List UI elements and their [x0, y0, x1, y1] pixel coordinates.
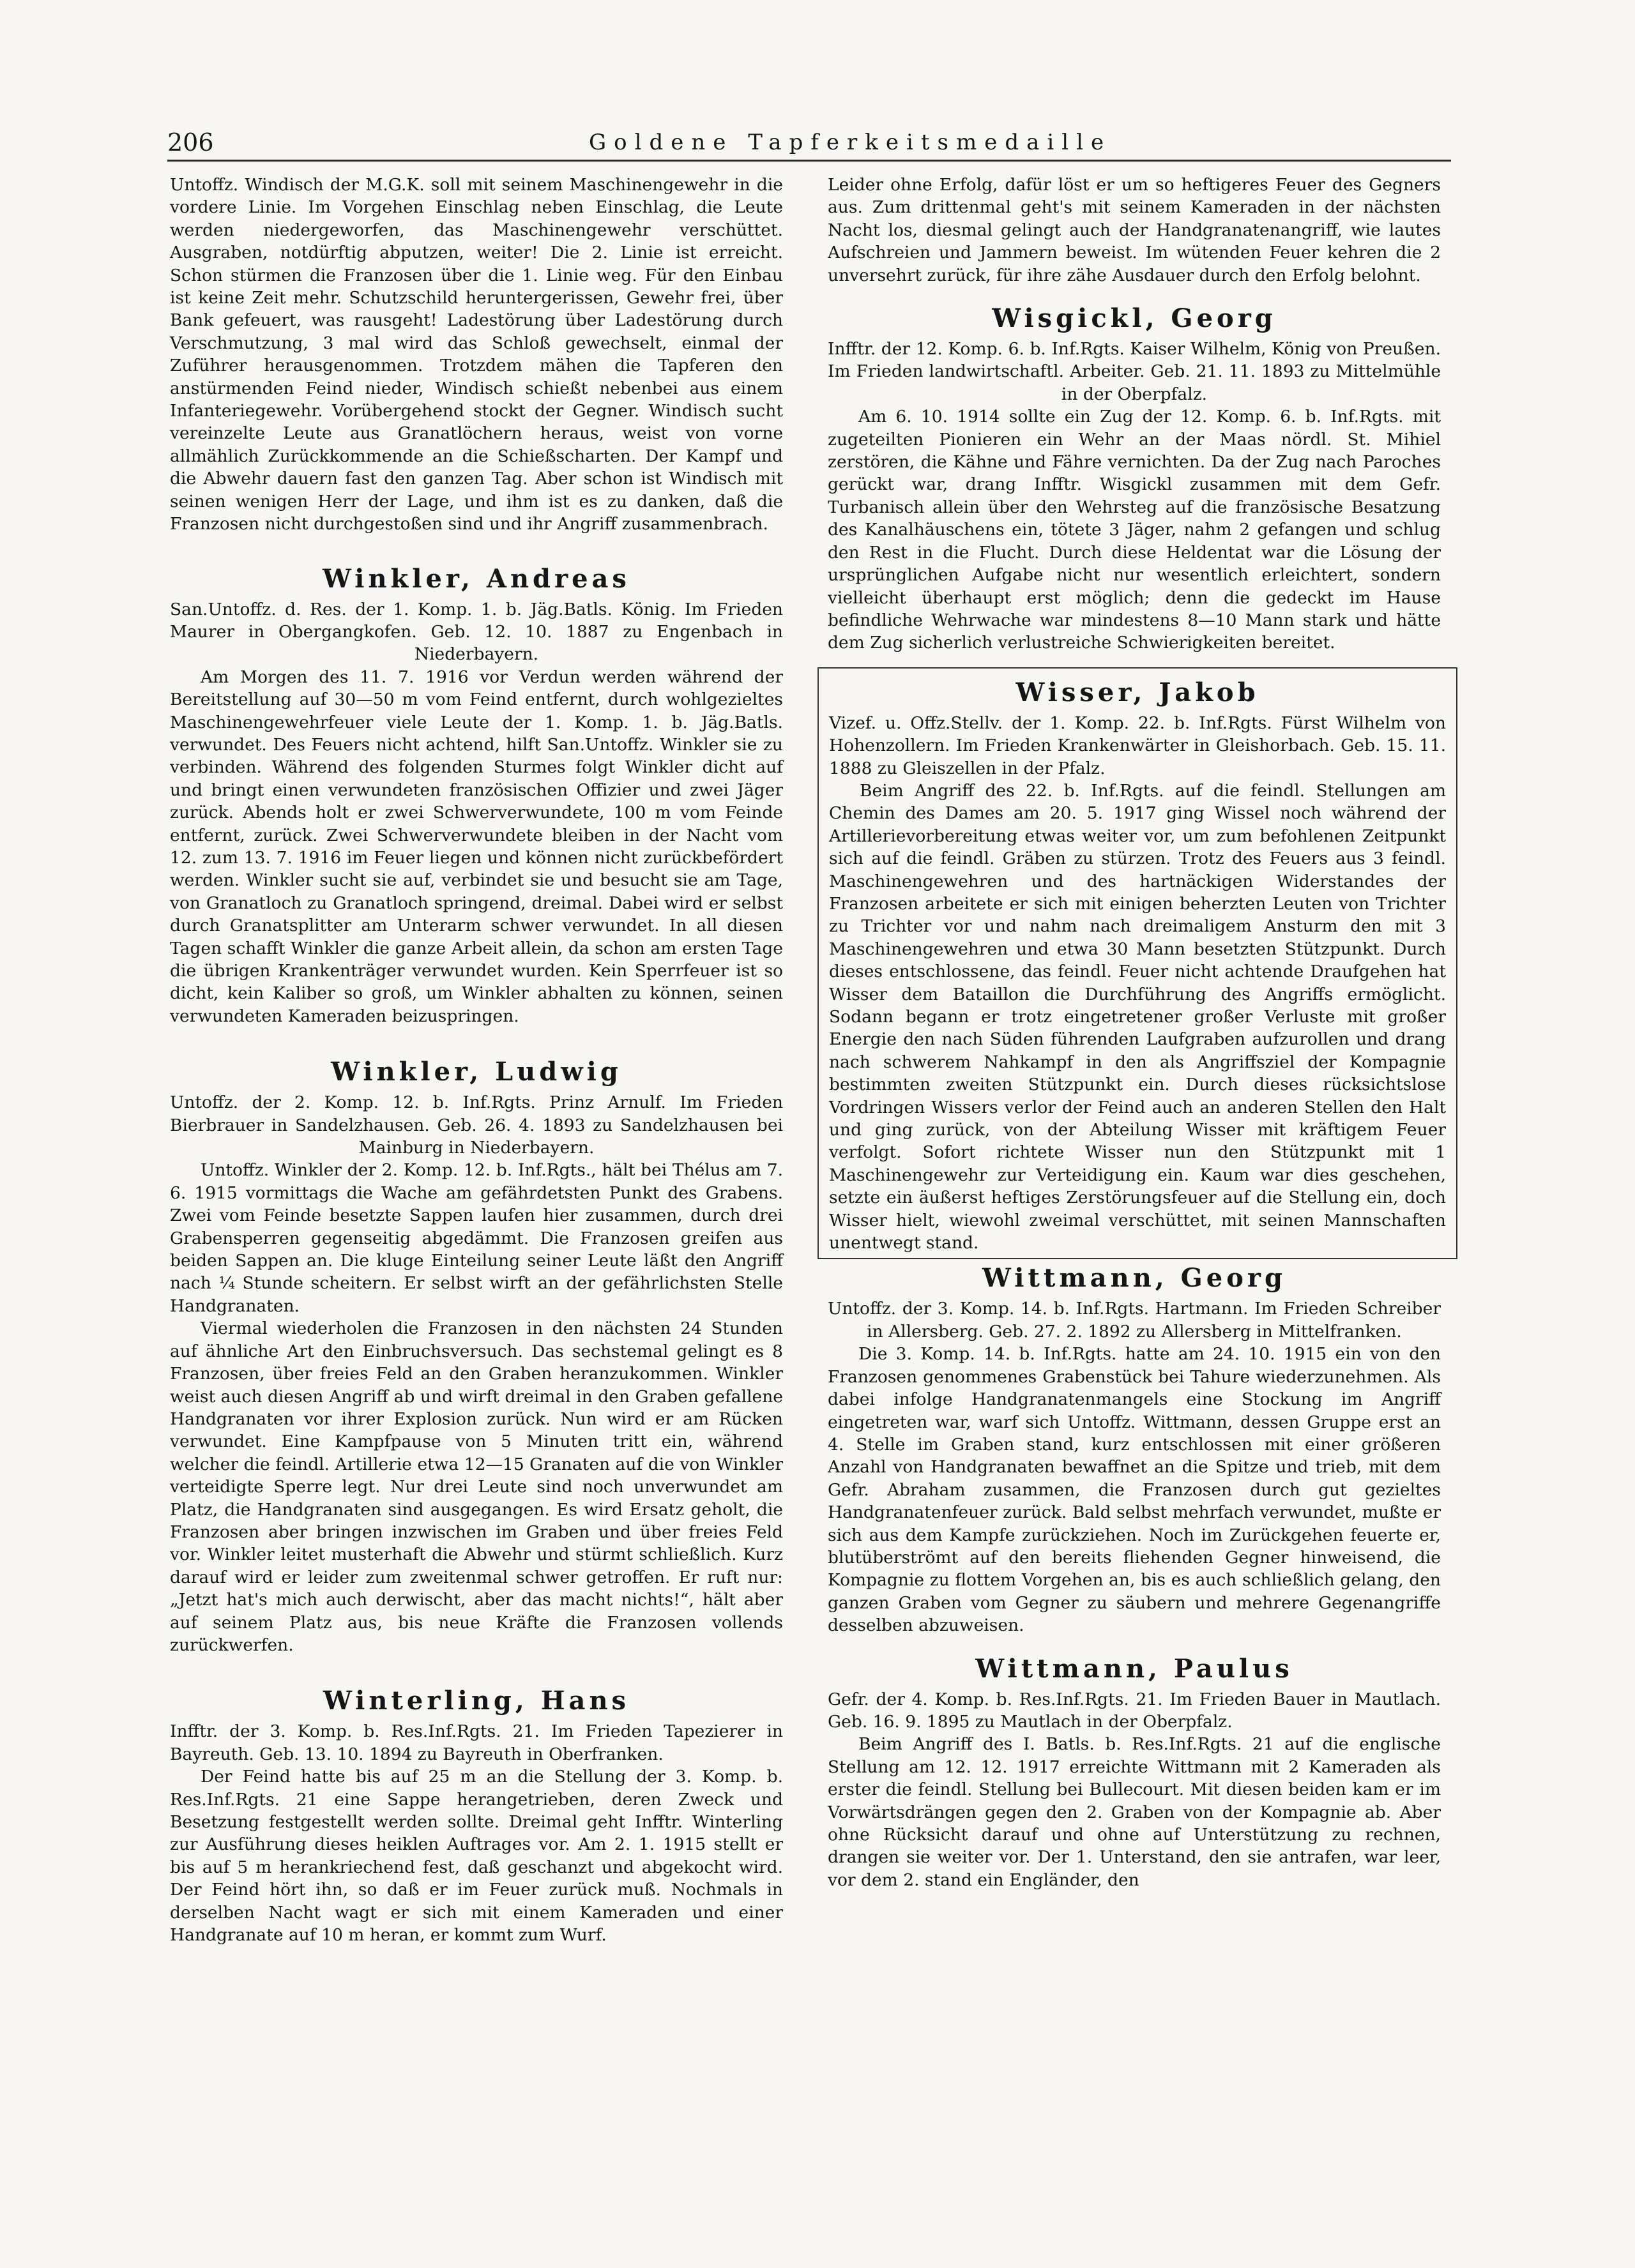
- entry-title-winterling-hans: Winterling, Hans: [323, 1686, 630, 1716]
- page-header: [167, 125, 1470, 160]
- spacer: [170, 536, 783, 560]
- spacer: [170, 1656, 783, 1682]
- entry-title-wisser-jakob: Wisser, Jakob: [1015, 677, 1259, 707]
- entry-intro-winterling-hans: Infftr. der 3. Komp. b. Res.Inf.Rgts. 21. Im Frieden Tapezierer in Bayreuth. Geb. 13. 10. 1894 zu Bayreuth in Oberfranken.: [170, 1721, 783, 1764]
- entry-text-winterling-hans: Der Feind hatte bis auf 25 m an die Stellung der 3. Komp. b. Res.Inf.Rgts. 21 eine Sappe herangetrieben, deren Zweck und Besetzung festgestellt werden sollte. Dreimal geht Infftr. Winterling zur Ausführung dieses heiklen Auftrages vor. Am 2. 1. 1915 stellt er bis auf 5 m herankriechend fest, daß geschanzt und abgekocht wird. Der Feind hört ihn, so daß er im Feuer zurück muß. Nochmals in derselben Nacht wagt er sich mit einem Kameraden und einer Handgranate auf 10 m heran, er kommt zum Wurf.: [170, 1767, 783, 1946]
- entry-title-wittmann-paulus: Wittmann, Paulus: [975, 1653, 1293, 1684]
- entry-text-wittmann-paulus: Beim Angriff des I. Batls. b. Res.Inf.Rgts. 21 auf die englische Stellung am 12. 12. 1917 erreichte Wittmann mit 2 Kameraden als erster die feindl. Stellung bei Bullecourt. Mit diesen beiden kam er im Vorwärtsdrängen gegen den 2. Graben von der Kompagnie ab. Aber ohne Rücksicht darauf und ohne auf Unterstützung zu rechnen, drangen sie weiter vor. Der 1. Unterstand, den sie antrafen, war leer, vor dem 2. stand ein Engländer, den: [828, 1734, 1441, 1890]
- entry-text-wisgickl-georg: Am 6. 10. 1914 sollte ein Zug der 12. Komp. 6. b. Inf.Rgts. mit zugeteilten Pionieren ein Wehr an der Maas nördl. St. Mihiel zerstören, die Kähne und Fähre vernichten. Da der Zug nach Paroches gerückt war, drang Infftr. Wisgickl zusammen mit dem Gefr. Turbanisch allein über den Wehrsteg auf die französische Besatzung des Kanalhäuschens ein, tötete 3 Jäger, nahm 2 gefangen und schlug den Rest in die Flucht. Durch diese Heldentat war die Lösung der ursprünglichen Aufgabe nicht nur wesentlich erleichtert, sondern vielleicht überhaupt erst möglich; denn die gedeckt im Hause befindliche Wehrwache war mindestens 8—10 Mann stark und hätte dem Zug sicherlich verlustreiche Schwierigkeiten bereitet.: [828, 407, 1441, 653]
- entry-title-wittmann-georg: Wittmann, Georg: [982, 1263, 1286, 1294]
- entry-title-winkler-ludwig: Winkler, Ludwig: [331, 1057, 622, 1087]
- entry-text-winkler-andreas: Am Morgen des 11. 7. 1916 vor Verdun werden während der Bereitstellung auf 30—50 m vom Feind entfernt, durch wohlgezieltes Maschinengewehrfeuer viele Leute der 1. Komp. 1. b. Jäg.Batls. verwundet. Des Feuers nicht achtend, hilft San.Untoffz. Winkler sie zu verbinden. Während des folgenden Sturmes folgt Winkler dicht auf und bringt einen verwundeten französischen Offizier und zwei Jäger zurück. Abends holt er zwei Schwerverwundete, 100 m vom Feinde entfernt, zurück. Zwei Schwerverwundete bleiben in der Nacht vom 12. zum 13. 7. 1916 im Feuer liegen und können nicht zurückbefördert werden. Winkler sucht sie auf, verbindet sie und besucht sie am Tage, von Granatloch zu Granatloch springend, dreimal. Dabei wird er selbst durch Granatsplitter am Unterarm schwer verwundet. In all diesen Tagen schafft Winkler die ganze Arbeit allein, da schon am ersten Tage die übrigen Krankenträger verwundet wurden. Kein Sperrfeuer ist so dicht, kein Kaliber so groß, um Winkler abhalten zu können, seinen verwundeten Kameraden beizuspringen.: [170, 667, 783, 1026]
- entry-title-wisgickl-georg: Wisgickl, Georg: [992, 303, 1277, 334]
- continuation-text-right: Leider ohne Erfolg, dafür löst er um so heftigeres Feuer des Gegners aus. Zum drittenmal geht's mit seinem Kameraden in der nächsten Nacht los, diesmal gelingt auch der Handgranatenangriff, wie lautes Aufschreien und Jammern beweist. Im wütenden Feuer kehren die 2 unversehrt zurück, für ihre zähe Ausdauer durch den Erfolg belohnt.: [828, 175, 1441, 285]
- spacer: [828, 654, 1441, 667]
- right-column: [828, 174, 1446, 1891]
- entry-intro-wisser-jakob: Vizef. u. Offz.Stellv. der 1. Komp. 22. b. Inf.Rgts. Fürst Wilhelm von Hohenzollern. Im Frieden Krankenwärter in Gleishorbach. Geb. 15. 11. 1888 zu Gleiszellen in der Pfalz.: [829, 713, 1446, 778]
- entry-text-wittmann-georg: Die 3. Komp. 14. b. Inf.Rgts. hatte am 24. 10. 1915 ein von den Franzosen genommenes Grabenstück bei Tahure wiederzunehmen. Als dabei infolge Handgranatenmangels eine Stockung im Angriff eingetreten war, warf sich Untoffz. Wittmann, dessen Gruppe erst an 4. Stelle im Graben stand, kurz entschlossen mit einer größeren Anzahl von Handgranaten bewaffnet an die Spitze und trieb, mit dem Gefr. Abraham zusammen, die Franzosen durch gut gezieltes Handgranatenfeuer zurück. Bald selbst mehrfach verwundet, mußte er sich aus dem Kampfe zurückziehen. Noch im Zurückgehen feuerte er, blutüberströmt auf den bereits fliehenden Gegner hinweisend, die Kompagnie zu flottem Vorgehen an, bis es auch schließlich gelang, den ganzen Graben vom Gegner zu säubern und mehrere Gegenangriffe desselben abzuweisen.: [828, 1344, 1441, 1636]
- entry-intro-wittmann-paulus: Gefr. der 4. Komp. b. Res.Inf.Rgts. 21. Im Frieden Bauer in Mautlach. Geb. 16. 9. 1895 zu Mautlach in der Oberpfalz.: [828, 1689, 1441, 1732]
- running-title: Goldene Tapferkeitsmedaille: [589, 130, 1112, 155]
- entry-intro-wittmann-georg: Untoffz. der 3. Komp. 14. b. Inf.Rgts. Hartmann. Im Frieden Schreiber in Allersberg. Geb. 27. 2. 1892 zu Allersberg in Mittelfranken.: [828, 1299, 1441, 1342]
- spacer: [170, 1027, 783, 1053]
- page-number: 206: [167, 128, 214, 156]
- entry-title-winkler-andreas: Winkler, Andreas: [323, 563, 630, 594]
- left-column: [170, 174, 783, 1946]
- entry-intro-wisgickl-georg: Infftr. der 12. Komp. 6. b. Inf.Rgts. Kaiser Wilhelm, König von Preußen. Im Frieden landwirtschaftl. Arbeiter. Geb. 21. 11. 1893 zu Mittelmühle in der Oberpfalz.: [828, 339, 1441, 404]
- spacer: [828, 1637, 1441, 1650]
- continuation-text-left: Untoffz. Windisch der M.G.K. soll mit seinem Maschinengewehr in die vordere Linie. Im Vorgehen Einschlag neben Einschlag, die Leute werden niedergeworfen, das Maschinengewehr verschüttet. Ausgraben, notdürftig abputzen, weiter! Die 2. Linie ist erreicht. Schon stürmen die Franzosen über die 1. Linie weg. Für den Einbau ist keine Zeit mehr. Schutzschild heruntergerissen, Gewehr frei, über Bank gefeuert, was rausgeht! Ladestörung über Ladestörung durch Verschmutzung, 3 mal wird das Schloß gewechselt, einmal der Zuführer herausgenommen. Trotzdem mähen die Tapferen den anstürmenden Feind nieder, Windisch schießt nebenbei aus einem Infanteriegewehr. Vorübergehend stockt der Gegner. Windisch sucht vereinzelte Leute aus Granatlöchern heraus, weist von vorne allmählich Zurückkommende an die Schießscharten. Der Kampf und die Abwehr dauern fast den ganzen Tag. Aber schon ist Windisch mit seinen wenigen Herr der Lage, und ihm ist es zu danken, daß die Franzosen nicht durchgestoßen sind und ihr Angriff zusammenbrach.: [170, 175, 783, 534]
- entry-intro-winkler-ludwig: Untoffz. der 2. Komp. 12. b. Inf.Rgts. Prinz Arnulf. Im Frieden Bierbrauer in Sandelzhausen. Geb. 26. 4. 1893 zu Sandelzhausen bei Mainburg in Niederbayern.: [170, 1092, 783, 1158]
- entry-text-winkler-ludwig-1: Untoffz. Winkler der 2. Komp. 12. b. Inf.Rgts., hält bei Thélus am 7. 6. 1915 vormittags die Wache am gefährdetsten Punkt des Grabens. Zwei vom Feinde besetzte Sappen laufen hier zusammen, durch drei Grabensperren gegenseitig abgedämmt. Die Franzosen greifen aus beiden Sappen an. Die kluge Einteilung seiner Leute läßt den Angriff nach ¼ Stunde scheitern. Er selbst wirft an der gefährlichsten Stelle Handgranaten.: [170, 1160, 783, 1316]
- boxed-entry-wisser-jakob: [818, 667, 1457, 1260]
- entry-text-wisser-jakob: Beim Angriff des 22. b. Inf.Rgts. auf die feindl. Stellungen am Chemin des Dames am 20. 5. 1917 ging Wissel noch während der Artillerievorbereitung etwas weiter vor, um zum befohlenen Zeitpunkt sich auf die feindl. Gräben zu stürzen. Trotz des Feuers aus 3 feindl. Maschinengewehren und des hartnäckigen Widerstandes der Franzosen arbeitete er sich mit einigen beherzten Leuten von Trichter zu Trichter vor und nahm nach dreimaligem Ansturm den mit 3 Maschinengewehren und etwa 30 Mann besetzten Stützpunkt. Durch dieses entschlossene, das feindl. Feuer nicht achtende Draufgehen hat Wisser dem Bataillon die Durchführung des Angriffs ermöglicht. Sodann begann er trotz eingetretener großer Verluste mit großer Energie den nach Süden führenden Laufgraben aufzurollen und drang nach schwerem Nahkampf in den als Angriffsziel der Kompagnie bestimmten zweiten Stützpunkt ein. Durch dieses rücksichtslose Vordringen Wissers verlor der Feind auch an anderen Stellen den Halt und ging zurück, von der Abteilung Wisser mit kräftigem Feuer verfolgt. Sofort richtete Wisser nun den Stützpunkt mit 1 Maschinengewehr zur Verteidigung ein. Kaum war dies geschehen, setzte ein äußerst heftiges Zerstörungsfeuer auf die Stellung ein, doch Wisser hielt, wiewohl zweimal verschüttet, mit seinen Mannschaften unentwegt stand.: [829, 780, 1446, 1253]
- header-rule: [167, 160, 1451, 162]
- entry-intro-winkler-andreas: San.Untoffz. d. Res. der 1. Komp. 1. b. Jäg.Batls. König. Im Frieden Maurer in Obergangkofen. Geb. 12. 10. 1887 zu Engenbach in Niederbayern.: [170, 599, 783, 665]
- spacer: [828, 287, 1441, 299]
- entry-text-winkler-ludwig-2: Viermal wiederholen die Franzosen in den nächsten 24 Stunden auf ähnliche Art den Einbruchsversuch. Das sechstemal gelingt es 8 Franzosen, über freies Feld an den Graben heranzukommen. Winkler weist auch diesen Angriff ab und wirft dreimal in den Graben gefallene Handgranaten vor ihrer Explosion zurück. Nun wird er am Rücken verwundet. Eine Kampfpause von 5 Minuten tritt ein, während welcher die feindl. Artillerie etwa 12—15 Granaten auf die von Winkler verteidigte Sperre legt. Nur drei Leute sind noch unverwundet am Platz, die Handgranaten sind ausgegangen. Es wird Ersatz geholt, die Franzosen aber bringen inzwischen im Graben und über freies Feld vor. Winkler leitet musterhaft die Abwehr und stürmt schließlich. Kurz darauf wird er leider zum zweitenmal schwer getroffen. Er ruft nur: „Jetzt hat's mich auch derwischt, aber das macht nichts!“, hält aber auf seinem Platz aus, bis neue Kräfte die Franzosen vollends zurückwerfen.: [170, 1319, 783, 1655]
